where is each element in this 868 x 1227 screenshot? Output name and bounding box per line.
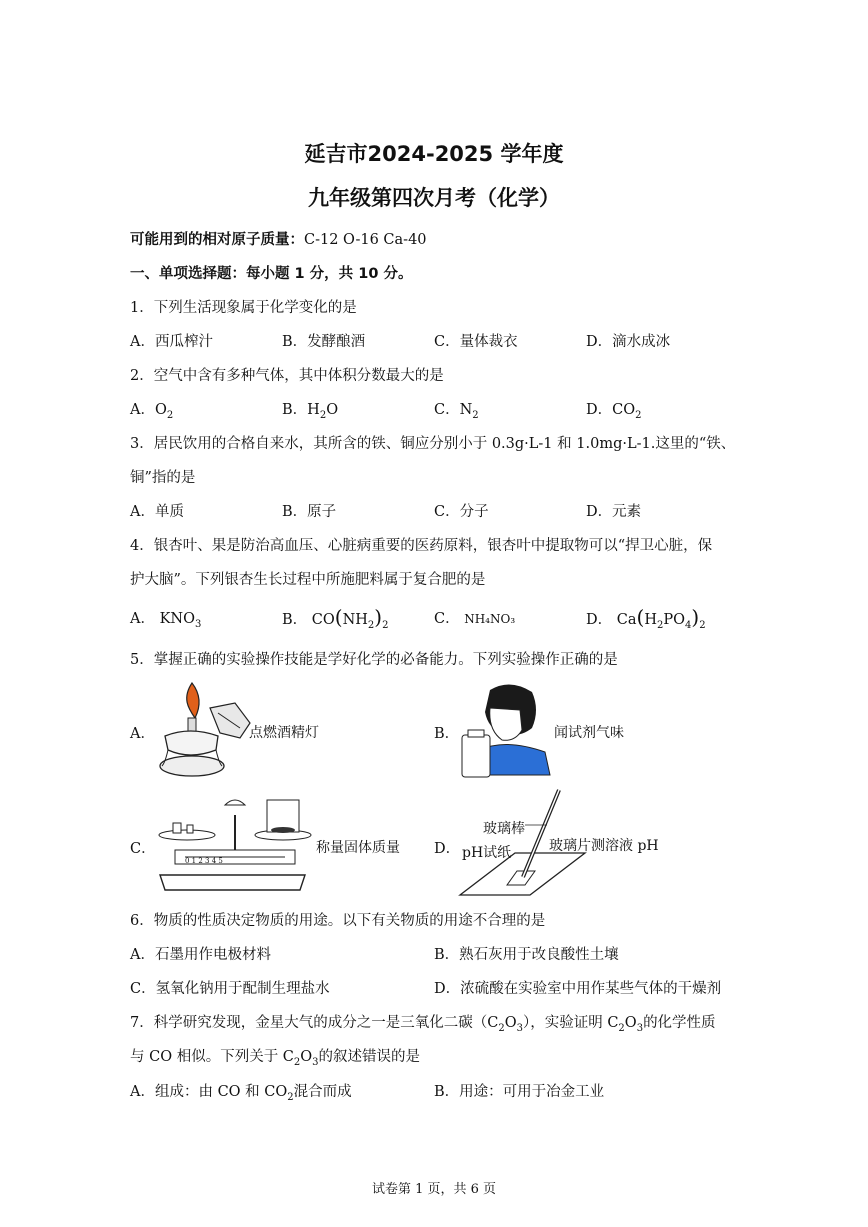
- q3-option-a: A．单质: [130, 504, 184, 520]
- q4-option-d: D． $Ca(H_2PO_4)_2$: [586, 605, 706, 631]
- q7-option-b: B．用途：可用于冶金工业: [434, 1084, 605, 1100]
- q3-stem-line2: 铜”指的是: [130, 470, 196, 486]
- q4-stem-line2: 护大脑”。下列银杏生长过程中所施肥料属于复合肥的是: [130, 572, 486, 588]
- q2-option-c: C．$N_2$: [434, 402, 479, 421]
- q3-option-d: D．元素: [586, 504, 642, 520]
- atomic-mass-label: 可能用到的相对原子质量：: [130, 232, 304, 248]
- q2-option-b: B．$H_2O$: [282, 402, 339, 421]
- balance-scale-ticks: 0 1 2 3 4 5: [185, 857, 223, 865]
- page-subtitle: 九年级第四次月考（化学）: [308, 186, 560, 210]
- q7-stem-line1: 7．科学研究发现，金星大气的成分之一是三氧化二碳$(C_2O_3)$，实验证明 $C_2O_3$的化学性质: [130, 1015, 716, 1034]
- q6-option-c: C．氢氧化钠用于配制生理盐水: [130, 981, 330, 997]
- q7-stem-line2: 与 CO 相似。下列关于 $C_2O_3$的叙述错误的是: [130, 1049, 421, 1068]
- q2-option-a: A．$O_2$: [130, 402, 174, 421]
- q1-option-c: C．量体裁衣: [434, 334, 518, 350]
- q4-option-a: A． $KNO_3$: [130, 611, 202, 630]
- alcohol-lamp-figure: [150, 678, 260, 783]
- q1-option-a: A．西瓜榨汁: [130, 334, 213, 350]
- atomic-mass-line: [130, 228, 427, 249]
- q5-option-d-label: D．: [434, 841, 461, 857]
- q7-option-a: A．组成：由 CO 和 $CO_2$混合而成: [130, 1084, 352, 1103]
- q2-stem: 2．空气中含有多种气体，其中体积分数最大的是: [130, 368, 444, 384]
- q5-option-b-caption: 闻试剂气味: [554, 725, 624, 741]
- page-footer: 试卷第 1 页，共 6 页: [371, 1182, 497, 1197]
- q5-option-d-caption: 玻璃片测溶液 pH: [549, 838, 659, 854]
- q5-option-b-label: B．: [434, 726, 460, 742]
- q2-option-d: D．$CO_2$: [586, 402, 642, 421]
- q6-option-d: D．浓硫酸在实验室中用作某些气体的干燥剂: [434, 981, 722, 997]
- q3-option-c: C．分子: [434, 504, 489, 520]
- q6-stem: 6．物质的性质决定物质的用途。以下有关物质的用途不合理的是: [130, 913, 546, 929]
- q6-option-b: B．熟石灰用于改良酸性土壤: [434, 947, 619, 963]
- q1-option-b: B．发酵酿酒: [282, 334, 366, 350]
- q5-option-c-label: C．: [130, 841, 156, 857]
- q4-stem-line1: 4．银杏叶、果是防治高血压、心脏病重要的医药原料，银杏叶中提取物可以“捍卫心脏，保: [130, 538, 713, 554]
- q5-option-a-caption: 点燃酒精灯: [249, 725, 319, 741]
- q1-option-d: D．滴水成冰: [586, 334, 671, 350]
- balance-figure: [155, 795, 315, 895]
- q1-stem: 1．下列生活现象属于化学变化的是: [130, 300, 357, 316]
- q5-option-c-caption: 称量固体质量: [316, 840, 400, 856]
- page-title: 延吉市2024-2025 学年度: [304, 142, 564, 166]
- q3-stem-line1: 3．居民饮用的合格自来水，其所含的铁、铜应分别小于 0.3g·L-1 和 1.0mg·L-1.这里的“铁、: [130, 436, 736, 452]
- q3-option-b: B．原子: [282, 504, 337, 520]
- q4-option-b: B． $CO(NH_2)_2$: [282, 605, 389, 631]
- q5-option-a-label: A．: [130, 726, 155, 742]
- section-heading: 一、单项选择题：每小题 1 分，共 10 分。: [130, 266, 413, 282]
- q5-option-d-rod-label: 玻璃棒: [483, 821, 525, 837]
- smelling-figure: [460, 680, 555, 780]
- atomic-mass-values: C-12 O-16 Ca-40: [304, 232, 427, 248]
- q5-option-d-paper-label: pH试纸: [462, 845, 512, 861]
- q6-option-a: A．石墨用作电极材料: [130, 947, 271, 963]
- q4-option-c: C． NH₄NO₃: [434, 611, 516, 627]
- q5-stem: 5．掌握正确的实验操作技能是学好化学的必备能力。下列实验操作正确的是: [130, 652, 618, 668]
